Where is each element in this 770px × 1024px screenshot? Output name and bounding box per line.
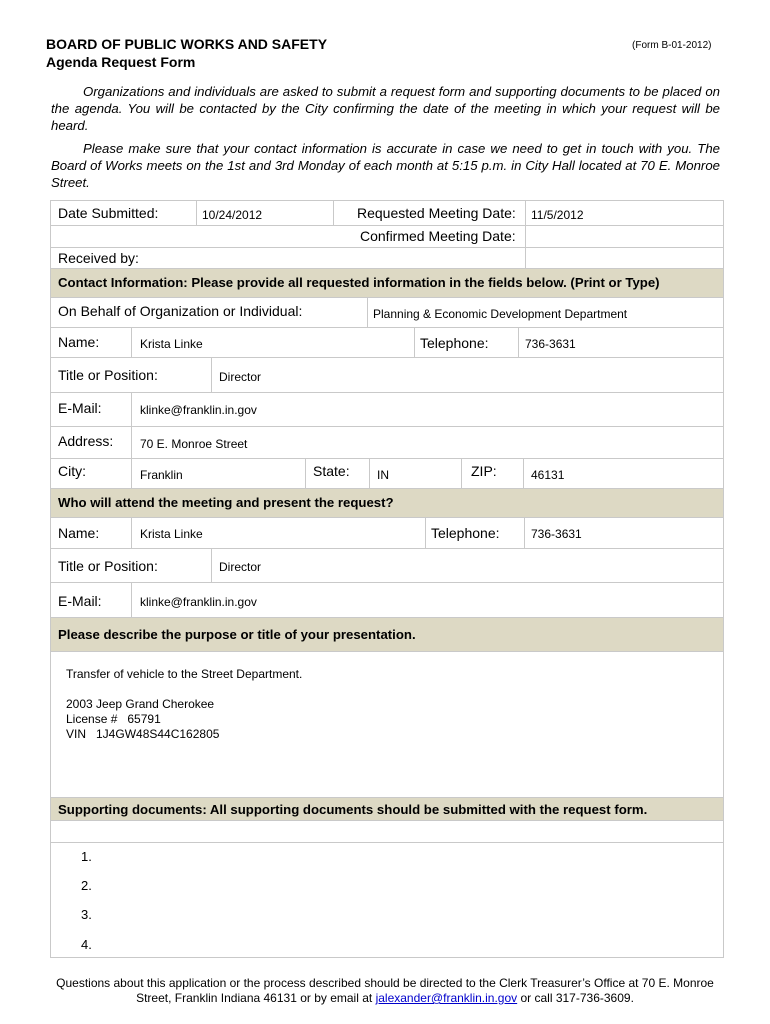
date-submitted-field[interactable]: 10/24/2012 [202, 208, 263, 222]
received-by-field[interactable] [151, 251, 651, 266]
presenter-name-field[interactable]: Krista Linke [140, 527, 203, 541]
purpose-line: VIN 1J4GW48S44C162805 [66, 727, 220, 741]
supporting-section-header: Supporting documents: All supporting documents should be submitted with the request form. [58, 802, 648, 817]
state-label: State: [313, 463, 350, 479]
footer-note: Questions about this application or the process described should be directed to the Clerk Treasurer’s Office at 70 E. Monroe Street, Franklin Indiana 46131 or by email at jalexander@franklin.in.gov or call 317-736-3609. [56, 976, 714, 1005]
form-title: BOARD OF PUBLIC WORKS AND SAFETY [46, 36, 328, 52]
city-label: City: [58, 463, 86, 479]
presenter-email-field[interactable]: klinke@franklin.in.gov [140, 595, 257, 609]
confirmed-date-field[interactable] [531, 230, 721, 245]
contact-telephone-label: Telephone: [420, 335, 489, 351]
purpose-line: License # 65791 [66, 712, 161, 726]
supporting-item-1[interactable]: 1. [81, 849, 92, 864]
request-form-table [50, 200, 724, 958]
presenter-telephone-label: Telephone: [431, 525, 500, 541]
requested-date-label: Requested Meeting Date: [357, 205, 516, 221]
contact-title-label: Title or Position: [58, 367, 158, 383]
intro-paragraph-1: Organizations and individuals are asked to submit a request form and supporting documents to be placed on the agenda. You will be contacted by the City confirming the date of the meeting in which your request will be heard. [51, 84, 720, 133]
form-subtitle: Agenda Request Form [46, 54, 196, 70]
purpose-textarea[interactable] [66, 667, 302, 742]
zip-field[interactable]: 46131 [531, 468, 565, 482]
footer-email-link[interactable]: jalexander@franklin.in.gov [375, 991, 518, 1005]
presenter-title-label: Title or Position: [58, 558, 158, 574]
confirmed-date-label: Confirmed Meeting Date: [360, 228, 516, 244]
city-field[interactable]: Franklin [140, 468, 183, 482]
supporting-item-2[interactable]: 2. [81, 878, 92, 893]
presenter-section-header: Who will attend the meeting and present the request? [58, 495, 394, 510]
contact-email-field[interactable]: klinke@franklin.in.gov [140, 403, 257, 417]
contact-telephone-field[interactable]: 736-3631 [525, 337, 576, 351]
address-field[interactable]: 70 E. Monroe Street [140, 437, 248, 451]
form-number: (Form B-01-2012) [632, 40, 712, 51]
supporting-item-3[interactable]: 3. [81, 907, 92, 922]
supporting-item-4[interactable]: 4. [81, 937, 92, 952]
purpose-section-header: Please describe the purpose or title of your presentation. [58, 627, 416, 642]
purpose-line: Transfer of vehicle to the Street Department. [66, 667, 303, 681]
presenter-title-field[interactable]: Director [219, 560, 262, 574]
presenter-name-label: Name: [58, 525, 100, 541]
contact-name-label: Name: [58, 334, 100, 350]
purpose-line: 2003 Jeep Grand Cherokee [66, 697, 215, 711]
intro-paragraph-2: Please make sure that your contact information is accurate in case we need to get in touch with you. The Board of Works meets on the 1st and 3rd Monday of each month at 5:15 p.m. in City Hall located at 70 E. Monroe Street. [51, 141, 720, 190]
organization-field[interactable]: Planning & Economic Development Department [373, 307, 628, 321]
contact-name-field[interactable]: Krista Linke [140, 337, 203, 351]
presenter-telephone-field[interactable]: 736-3631 [531, 527, 582, 541]
state-field[interactable]: IN [377, 468, 389, 482]
date-submitted-label: Date Submitted: [58, 205, 159, 221]
requested-date-field[interactable]: 11/5/2012 [531, 208, 584, 222]
zip-label: ZIP: [471, 463, 497, 479]
presenter-email-label: E-Mail: [58, 593, 102, 609]
address-label: Address: [58, 433, 114, 449]
contact-section-header: Contact Information: Please provide all requested information in the fields below. (Print or Type) [58, 275, 660, 290]
contact-email-label: E-Mail: [58, 400, 102, 416]
received-by-label: Received by: [58, 250, 139, 266]
contact-title-field[interactable]: Director [219, 370, 262, 384]
organization-label: On Behalf of Organization or Individual: [58, 303, 303, 319]
